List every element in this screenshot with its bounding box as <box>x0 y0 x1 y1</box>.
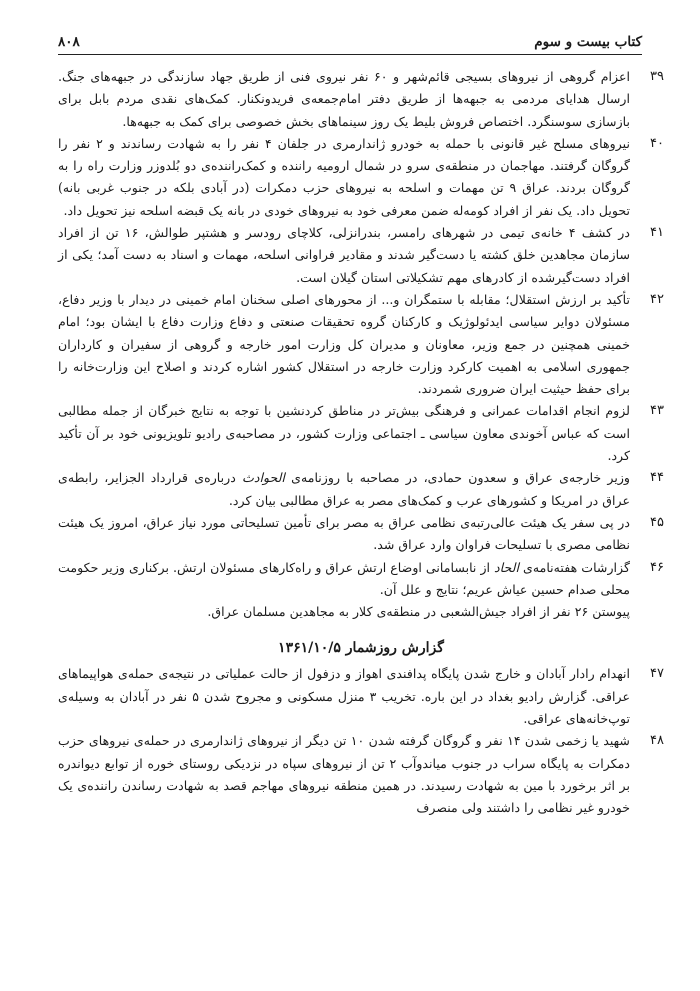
list-item <box>58 133 664 222</box>
list-item <box>58 557 664 602</box>
item-number: ۴۶ <box>650 559 664 575</box>
item-text: در پی سفر یک هیئت عالی‌رتبه‌ی نظامی عراق به مصر برای تأمین تسلیحاتی مورد نیاز عراق، امروز یک هیئت نظامی مصری با تسلیحات فراوان وارد عراق شد. <box>58 514 630 553</box>
list-item <box>58 730 664 819</box>
item-number: ۴۳ <box>650 403 664 419</box>
item-text: انهدام رادار آبادان و خارج شدن پایگاه پدافندی اهواز و دزفول از حالت عملیاتی در نتیجه‌ی حمله‌ی هواپیماهای عراقی. گزارش رادیو بغداد در این باره. تخریب ۳ منزل مسکونی و مجروح شدن ۵ نفر در آبادان به وسیله‌ی توپ‌خانه‌های عراقی. <box>58 666 630 727</box>
list-item <box>58 467 664 512</box>
item-number: ۴۴ <box>650 470 664 486</box>
item-text: اعزام گروهی از نیروهای بسیجی قائم‌شهر و ۶۰ نفر نیروی فنی از طریق جهاد سازندگی در جبهه‌های جنگ. ارسال هدایای مردمی به جبهه‌ها از طریق دفتر امام‌جمعه‌ی فریدونکنار. کمک‌های نقدی مردم بابل برای بازسازی سوسنگرد. اختصاص فروش بلیط یک روز سینماهای بخش خصوصی برای کمک به جبهه‌ها. <box>58 69 630 129</box>
list-item <box>58 66 664 133</box>
item-number: ۴۷ <box>650 666 664 682</box>
item-text: شهید یا زخمی شدن ۱۴ نفر و گروگان گرفته شدن ۱۰ تن دیگر از نیروهای ژاندارمری در حمله‌ی نیروهای حزب دمکرات به پایگاه سراب در جنوب میاندوآب ۲ تن از نیروهای سپاه در نزدیکی روستای خوره از توابع دیواندره بر اثر برخورد با مین به شهادت رسیدند. در همین منطقه نیروهای مهاجم قصد به شهادت رساندن راننده‌ی یک خودرو غیر نظامی را داشتند ولی منصرف <box>58 733 630 816</box>
item-number: ۴۱ <box>650 225 664 241</box>
item-text: لزوم انجام اقدامات عمرانی و فرهنگی بیش‌تر در مناطق کردنشین با توجه به نتایج خبرگان از جمله مطالبی است که عباس آخوندی معاون سیاسی ـ اجتماعی وزارت کشور، در مصاحبه‌ی رادیو تلویزیونی خود بر آن تأکید کرد. <box>58 403 630 464</box>
list-item <box>58 663 664 730</box>
list-item <box>58 222 664 289</box>
item-number: ۴۰ <box>650 135 664 151</box>
item-text-part: گزارشات هفته‌نامه‌ی <box>518 559 630 575</box>
book-title: کتاب بیست و سوم <box>534 34 642 50</box>
page-content <box>58 66 664 820</box>
item-text-part: از نابسامانی اوضاع ارتش عراق و راه‌کارهای مسئولان ارتش. برکناری وزیر حکومت محلی صدام حسین عیاش عریم؛ نتایج و علل آن. <box>58 559 630 597</box>
item-text-part: درباره‌ی قرارداد الجزایر، رابطه‌ی عراق در امریکا و کشورهای عرب و کمک‌های مصر به عراق مطالبی بیان کرد. <box>58 470 630 508</box>
item-number: ۴۸ <box>650 733 664 749</box>
item-number: ۴۲ <box>650 291 664 307</box>
newspaper-name: الحوادث <box>241 470 285 486</box>
item-text <box>58 467 630 512</box>
extra-line: پیوستن ۲۶ نفر از افراد جیش‌الشعبی در منطقه‌ی کلار به مجاهدین مسلمان عراق. <box>207 604 630 620</box>
item-text <box>58 557 630 602</box>
list-item <box>58 512 664 557</box>
item-text: تأکید بر ارزش استقلال؛ مقابله با ستمگران و... از محورهای اصلی سخنان امام خمینی در دیدار با وزیر دفاع، مسئولان دوایر سیاسی ایدئولوژیک و کارکنان گروه تحقیقات صنعتی و دفاع وزارت دفاع با ایشان بود؛ امام خمینی همچنین در جمع وزیر، معاونان و مدیران کل وزارت امور خارجه و گروهی از سفیران و کارداران جمهوری اسلامی به اهمیت کارکرد وزارت خارجه در استقلال کشور اشاره کردند و اصلاح این وزارت‌خانه را برای حفظ حیثیت ایران ضروری شمردند. <box>58 291 630 397</box>
list-item <box>58 289 664 400</box>
page-header <box>58 30 642 55</box>
list-item <box>58 400 664 467</box>
newspaper-name: الحاد <box>494 559 519 575</box>
item-text: در کشف ۴ خانه‌ی تیمی در شهرهای رامسر، بندرانزلی، کلاچای رودسر و هشتپر طوالش، ۱۶ تن از افراد سازمان مجاهدین خلق کشته یا دست‌گیر شدند و مقادیر فراوانی اسلحه، مهمات و اسناد به دست آمد؛ یکی از افراد دست‌گیرشده از کادرهای مهم تشکیلاتی استان گیلان است. <box>58 225 630 285</box>
item-text-part: وزیر خارجه‌ی عراق و سعدون حمادی، در مصاحبه با روزنامه‌ی <box>284 470 630 486</box>
item-text: نیروهای مسلح غیر قانونی با حمله به خودرو ژاندارمری در جلفان ۴ نفر را به شهادت رساندند و ۲ نفر را گروگان گرفتند. مهاجمان در منطقه‌ی سرو در شمال ارومیه راننده و کمک‌راننده‌ی دو بُلدوزر وزارت راه را به گروگان بردند. عراق ۹ تن مهمات و اسلحه به نیروهای حزب دمکرات (در آبادی بلکه در جنوب غربی بانه) تحویل داد. یک نفر از افراد کومه‌له ضمن معرفی خود به نیروهای خودی در بانه یک قبضه اسلحه نیز تحویل داد. <box>58 135 630 218</box>
item-number: ۳۹ <box>650 69 664 84</box>
section-title: گزارش روزشمار ۱۳۶۱/۱۰/۵ <box>278 640 444 657</box>
item-number: ۴۵ <box>650 514 664 530</box>
page-number: ۸۰۸ <box>58 34 80 50</box>
